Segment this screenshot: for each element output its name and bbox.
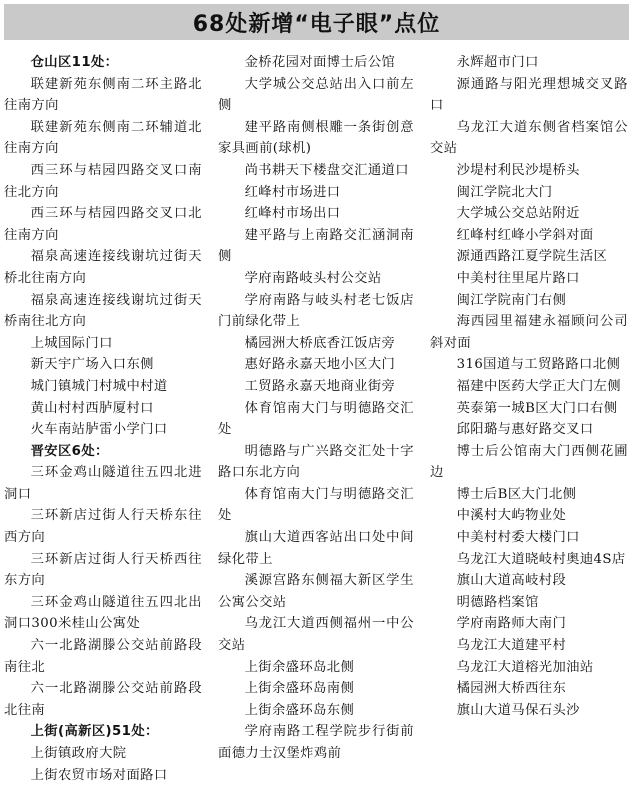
camera-location: 三环新店过街人行天桥西往东方向 [4, 551, 202, 589]
camera-location: 三环新店过街人行天桥东往西方向 [4, 508, 202, 546]
camera-location: 体育馆南大门与明德路交汇处 [218, 400, 414, 438]
camera-location: 永辉超市门口 [456, 55, 539, 70]
camera-location: 上街余盛环岛南侧 [244, 681, 355, 697]
camera-location: 大学城公交总站出入口前左侧 [218, 76, 414, 114]
camera-location: 乌龙江大道西侧福州一中公交站 [218, 616, 414, 654]
camera-location: 溪源宫路东侧福大新区学生公寓公交站 [218, 573, 414, 610]
camera-location: 福泉高速连接线谢坑过街天桥南往北方向 [4, 292, 202, 330]
camera-location: 橘园洲大桥西往东 [456, 681, 567, 697]
camera-location: 学府南路师大南门 [456, 616, 567, 632]
column-3 [430, 52, 628, 721]
camera-location: 尚书耕天下楼盘交汇通道口 [244, 162, 409, 178]
camera-location: 乌龙江大道榕光加油站 [456, 659, 594, 675]
camera-location: 工贸路永嘉天地商业街旁 [244, 378, 396, 394]
camera-location: 中美村村委大楼门口 [456, 530, 580, 546]
camera-location: 沙堤村利民沙堤桥头 [456, 162, 580, 178]
camera-location: 六一北路湖滕公交站前路段北往南 [4, 681, 202, 718]
camera-location: 源通路与阳光理想城交叉路口 [430, 76, 628, 114]
column-2 [218, 52, 414, 765]
camera-location: 中美村往里尾片路口 [456, 270, 580, 286]
camera-location: 城门镇城门村城中村道 [30, 378, 168, 394]
camera-location: 明德路与广兴路交汇处十字路口东北方向 [218, 443, 414, 481]
camera-location: 上街余盛环岛东侧 [244, 702, 355, 718]
camera-location: 上街镇政府大院 [30, 746, 127, 761]
camera-location: 西三环与桔园四路交叉口南往北方向 [4, 162, 202, 200]
camera-location: 红峰村市场进口 [244, 184, 341, 200]
camera-location: 建平路南侧根雕一条街创意家具画前(球机) [218, 119, 414, 157]
camera-location: 红峰村市场出口 [244, 206, 341, 222]
camera-location: 联建新苑东侧南二环主路北往南方向 [4, 76, 202, 114]
camera-location: 黄山村村西胪厦村口 [30, 400, 154, 416]
camera-location: 学府南路工程学院步行街前面德力士汉堡炸鸡前 [218, 724, 414, 761]
camera-location: 联建新苑东侧南二环辅道北往南方向 [4, 119, 202, 157]
camera-location: 学府南路岐头村公交站 [244, 270, 382, 286]
camera-location: 福建中医药大学正大门左侧 [456, 378, 621, 394]
camera-location: 三环金鸡山隧道往五四北进洞口 [4, 465, 202, 502]
column-1 [4, 52, 202, 786]
camera-location: 316国道与工贸路路口北侧 [456, 357, 621, 373]
camera-location: 红峰村红峰小学斜对面 [456, 227, 594, 243]
camera-location: 西三环与桔园四路交叉口北往南方向 [4, 206, 202, 243]
camera-location: 源通西路江夏学院生活区 [456, 249, 608, 265]
district-heading: 上街(高新区)51处： [30, 724, 159, 740]
camera-location: 惠好路永嘉天地小区大门 [244, 357, 396, 373]
camera-location: 火车南站胪雷小学门口 [30, 422, 168, 438]
camera-location: 六一北路湖滕公交站前路段南往北 [4, 638, 202, 675]
title-bar [4, 4, 629, 40]
camera-location: 金桥花园对面博士后公馆 [244, 55, 396, 70]
camera-location: 体育馆南大门与明德路交汇处 [218, 486, 414, 524]
camera-location: 上街余盛环岛北侧 [244, 659, 355, 675]
camera-location: 博士后B区大门北侧 [456, 486, 577, 502]
camera-location: 上街农贸市场对面路口 [30, 767, 168, 783]
camera-location: 乌龙江大道晓岐村奥迪4S店 [456, 551, 626, 567]
camera-location: 旗山大道西客站出口处中间绿化带上 [218, 530, 414, 567]
camera-location: 学府南路与岐头村老七饭店门前绿化带上 [218, 292, 414, 330]
article-title: 68处新增“电子眼”点位 [192, 11, 441, 37]
camera-location: 闽江学院南门右侧 [456, 292, 567, 308]
camera-location: 新天宇广场入口东侧 [30, 357, 154, 373]
district-heading: 晋安区6处： [30, 443, 109, 459]
camera-location: 乌龙江大道建平村 [456, 638, 567, 654]
camera-location: 旗山大道马保石头沙 [456, 702, 580, 718]
camera-location: 中溪村大屿物业处 [456, 508, 567, 524]
camera-location: 大学城公交总站附近 [456, 206, 580, 222]
camera-location: 博士后公馆南大门西侧花圃边 [430, 443, 628, 481]
district-heading: 仓山区11处： [30, 55, 119, 70]
camera-location: 闽江学院北大门 [456, 184, 553, 200]
camera-location: 邱阳璐与惠好路交叉口 [456, 422, 594, 438]
camera-location: 橘园洲大桥底香江饭店旁 [244, 335, 396, 351]
camera-location: 三环金鸡山隧道往五四北出洞口300米桂山公寓处 [4, 594, 202, 632]
camera-location: 英泰第一城B区大门口右侧 [456, 400, 618, 416]
camera-location: 明德路档案馆 [456, 594, 539, 610]
camera-location: 上城国际门口 [30, 335, 113, 351]
camera-location: 海西园里福建永福顾问公司斜对面 [430, 314, 628, 351]
camera-location: 乌龙江大道东侧省档案馆公交站 [430, 119, 628, 157]
camera-location: 建平路与上南路交汇涵洞南侧 [218, 227, 414, 265]
camera-location: 福泉高速连接线谢坑过街天桥北往南方向 [4, 249, 202, 286]
camera-location: 旗山大道高岐村段 [456, 573, 567, 589]
